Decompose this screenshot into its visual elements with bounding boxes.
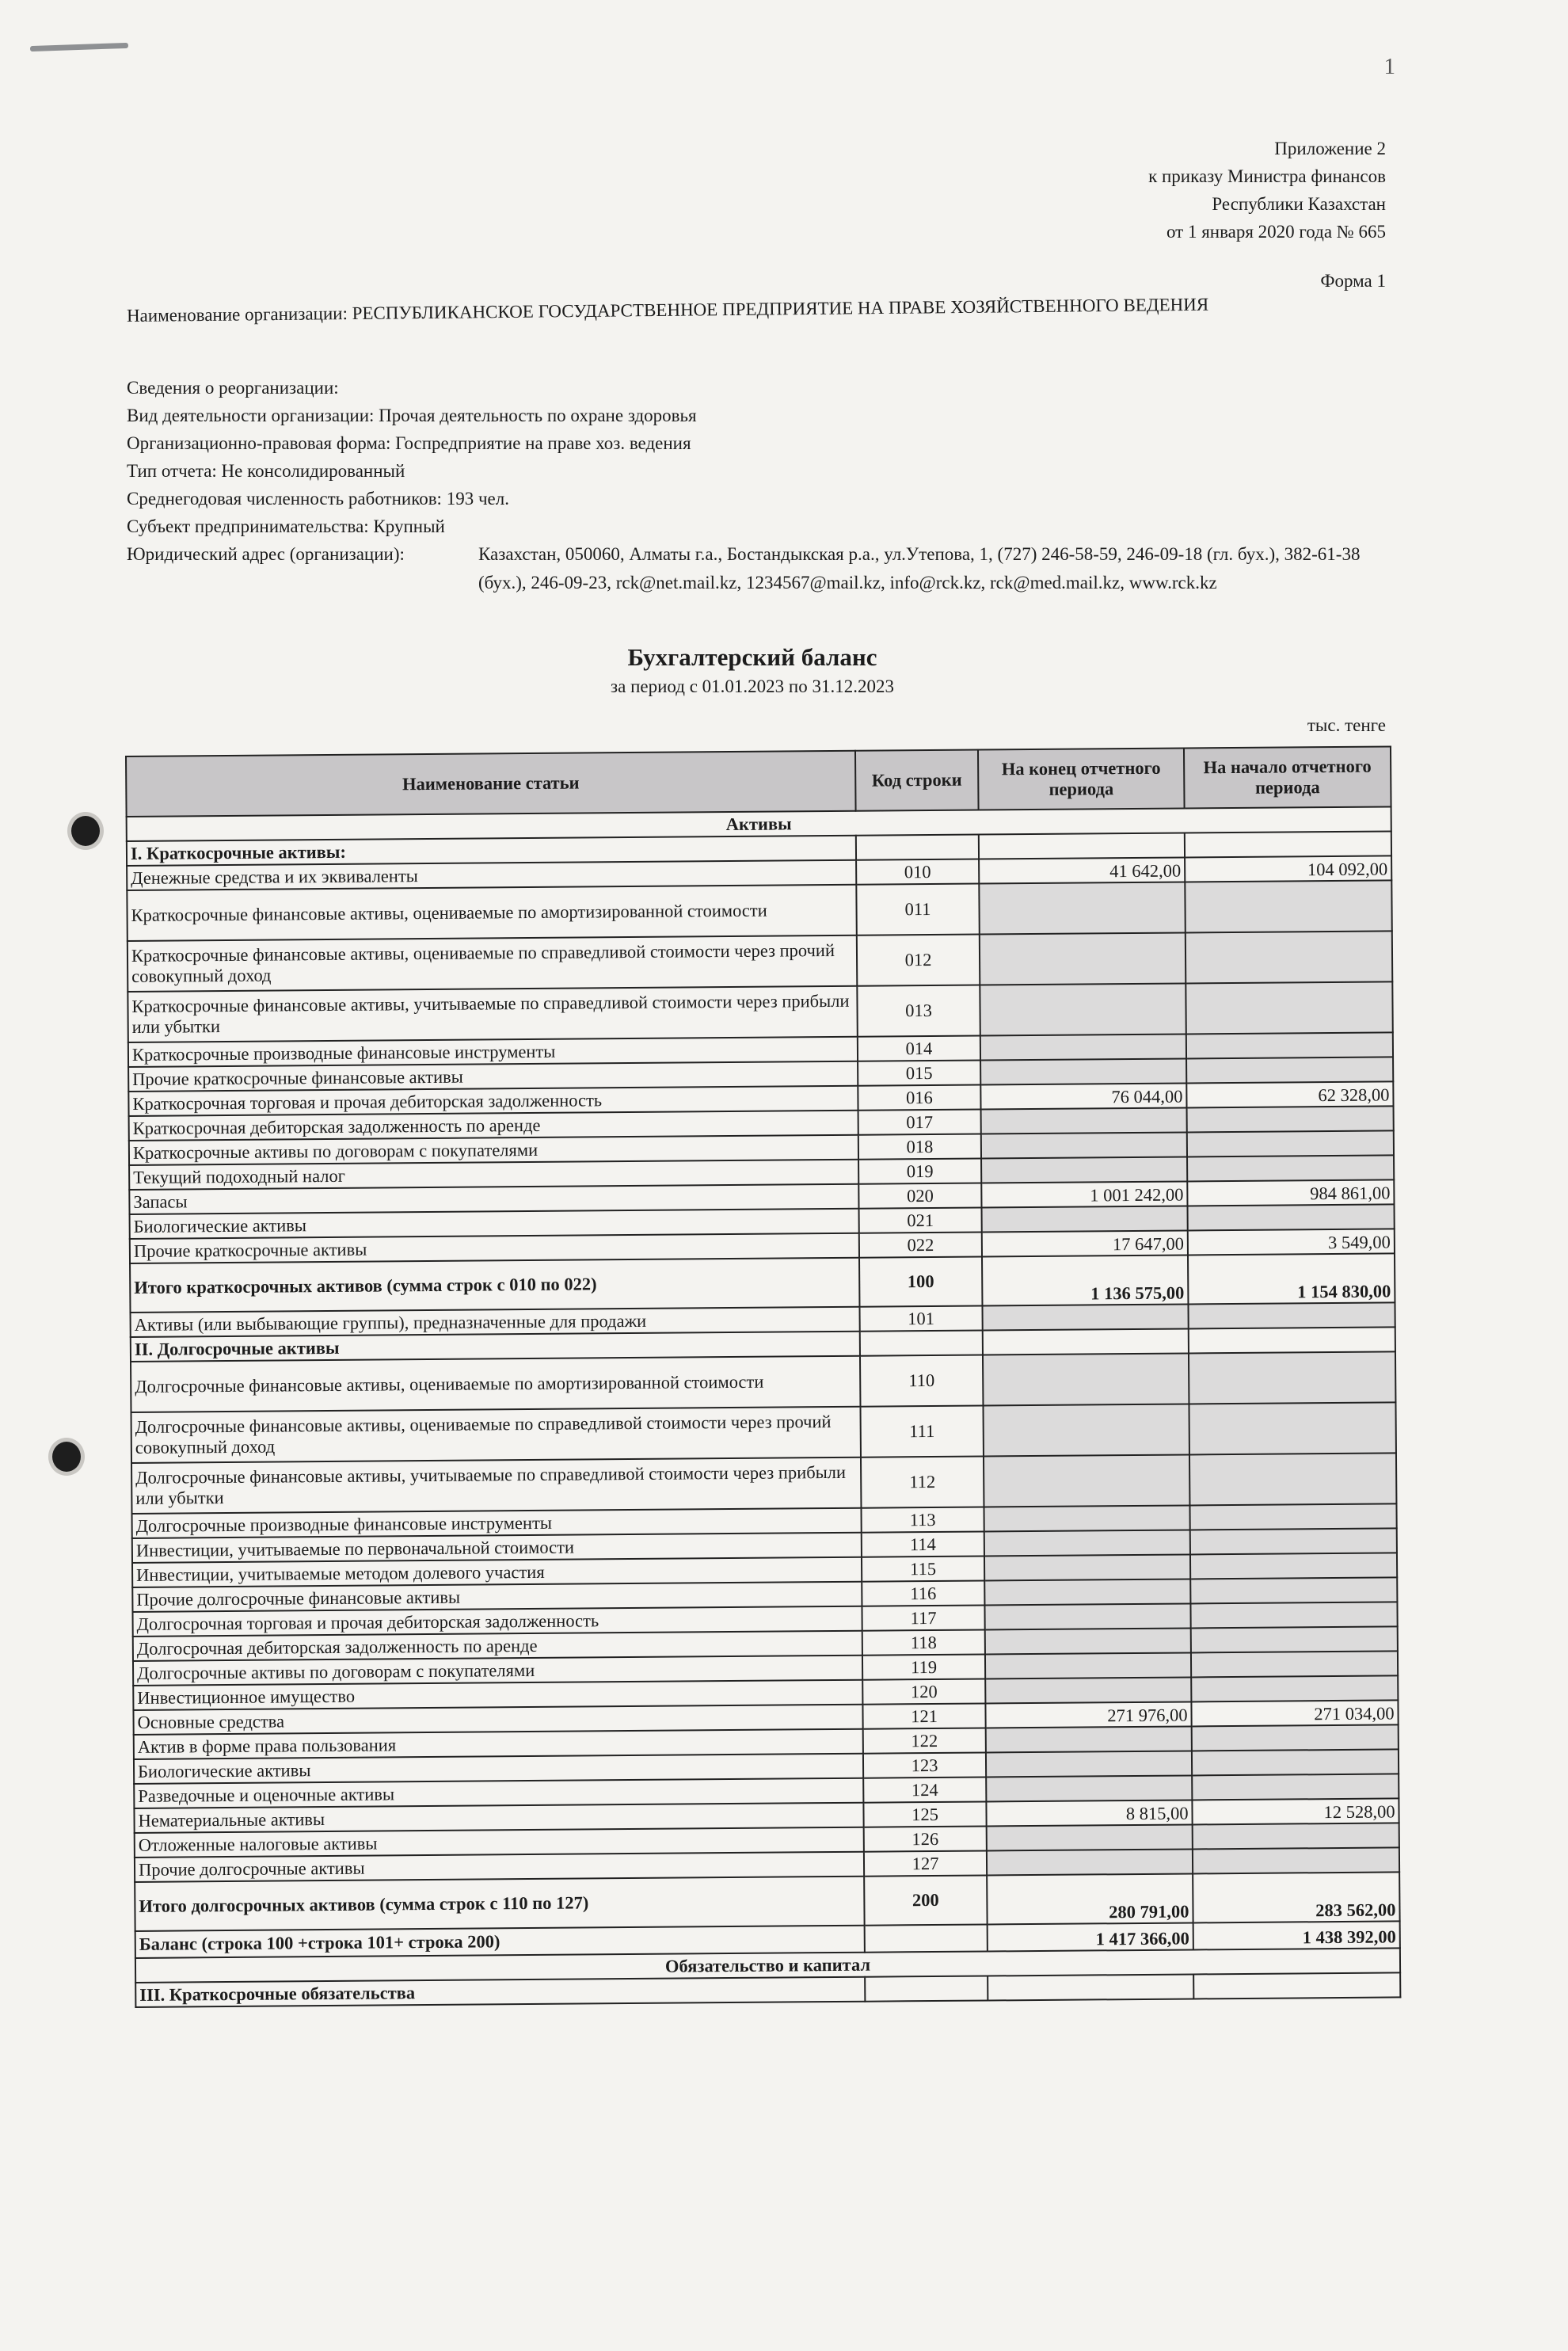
period-end-cell (980, 1034, 1186, 1060)
line-code-cell: 022 (859, 1233, 982, 1258)
period-start-cell: 271 034,00 (1191, 1700, 1398, 1726)
line-code-cell: 125 (863, 1802, 986, 1827)
section-heading: Активы (127, 806, 1391, 841)
line-code-cell: 100 (859, 1257, 982, 1307)
row-item-name: Разведочные и оценочные активы (134, 1778, 863, 1808)
period-end-cell: 41 642,00 (979, 857, 1185, 883)
row-item-name: Долгосрочные финансовые активы, оцениваемые по справедливой стоимости через прочий совокупный доход (131, 1407, 861, 1463)
line-code-cell (856, 835, 979, 860)
row-item-name: Краткосрочные активы по договорам с покупателями (129, 1135, 858, 1165)
period-start-cell (1188, 1302, 1395, 1328)
row-item-name: Нематериальные активы (134, 1803, 863, 1833)
period-start-cell (1186, 1032, 1393, 1058)
period-end-cell (985, 1652, 1191, 1678)
period-end-cell (983, 1328, 1189, 1355)
row-item-name: Баланс (строка 100 +строка 101+ строка 200) (135, 1926, 865, 1958)
row-item-name: Долгосрочные финансовые активы, оцениваемые по амортизированной стоимости (131, 1356, 860, 1412)
period-start-cell (1189, 1453, 1396, 1505)
period-start-cell (1189, 1327, 1395, 1353)
line-code-cell: 019 (858, 1159, 981, 1184)
period-end-cell (981, 1107, 1187, 1134)
legal-form: Организационно-правовая форма: Госпредприятие на праве хоз. ведения (127, 433, 691, 453)
row-item-name: Итого долгосрочных активов (сумма строк с 110 по 127) (135, 1877, 864, 1931)
approval-line: от 1 января 2020 года № 665 (1166, 222, 1386, 242)
period-end-cell (981, 1132, 1187, 1158)
line-code-cell: 112 (861, 1457, 984, 1508)
row-item-name: Долгосрочная торговая и прочая дебиторская задолженность (132, 1606, 862, 1637)
line-code-cell: 010 (856, 859, 979, 885)
line-code-cell: 116 (862, 1581, 984, 1606)
period-start-cell (1185, 880, 1391, 932)
organization-name: Наименование организации: РЕСПУБЛИКАНСКОЕ ГОСУДАРСТВЕННОЕ ПРЕДПРИЯТИЕ НА ПРАВЕ ХОЗЯЙСТВЕННОГО ВЕДЕНИЯ (126, 294, 1209, 326)
row-item-name: Долгосрочные производные финансовые инструменты (132, 1508, 862, 1538)
period-start-cell (1191, 1626, 1398, 1652)
row-item-name: Активы (или выбывающие группы), предназначенные для продажи (131, 1307, 860, 1337)
period-end-cell: 17 647,00 (982, 1230, 1188, 1256)
period-end-cell (979, 833, 1185, 859)
header-period-start: На начало отчетного периода (1184, 746, 1391, 808)
line-code-cell: 121 (862, 1704, 985, 1729)
period-end-cell (980, 932, 1186, 985)
activity-type: Вид деятельности организации: Прочая деятельность по охране здоровья (127, 406, 697, 425)
period-start-cell (1193, 1847, 1399, 1873)
row-item-name: Прочие долгосрочные финансовые активы (132, 1582, 862, 1612)
row-item-name: Краткосрочная дебиторская задолженность по аренде (129, 1111, 858, 1141)
line-code-cell: 110 (860, 1355, 983, 1407)
line-code-cell: 015 (858, 1061, 980, 1086)
period-end-cell (986, 1726, 1192, 1752)
row-item-name: Краткосрочная торговая и прочая дебиторская задолженность (128, 1086, 858, 1116)
row-item-name: Инвестиционное имущество (133, 1680, 862, 1710)
period-start-cell: 12 528,00 (1192, 1798, 1399, 1824)
period-end-cell: 8 815,00 (986, 1800, 1192, 1826)
line-code-cell: 126 (864, 1826, 987, 1851)
line-code-cell: 123 (863, 1753, 986, 1778)
period-start-cell (1192, 1774, 1399, 1800)
line-code-cell: 124 (863, 1778, 986, 1803)
period-end-cell (984, 1579, 1190, 1605)
period-end-cell (987, 1824, 1193, 1850)
row-item-name: Долгосрочные финансовые активы, учитываемые по справедливой стоимости через прибыли или убытки (131, 1457, 861, 1514)
business-entity: Субъект предпринимательства: Крупный (127, 516, 445, 536)
period-start-cell (1189, 1402, 1395, 1454)
row-item-name: Инвестиции, учитываемые методом долевого участия (132, 1557, 862, 1587)
period-start-cell (1191, 1651, 1398, 1677)
punch-hole (52, 1442, 81, 1472)
reorganization-info: Сведения о реорганизации: (127, 378, 339, 398)
address-value: Казахстан, 050060, Алматы г.а., Бостандыкская р.а., ул.Утепова, 1, (727) 246-58-59, 246-09-18 (гл. бух.), 382-61-38 (бух.), 246-09-23, rck@net.mail.kz, 1234567@mail.kz, info@rck.kz, rck@med.mail.kz, www.rck.kz (478, 544, 1361, 593)
period-start-cell (1192, 1749, 1399, 1775)
line-code-cell (865, 1924, 988, 1952)
period-end-cell (986, 1751, 1192, 1777)
approval-line: Приложение 2 (1274, 139, 1386, 158)
period-end-cell: 1 001 242,00 (981, 1181, 1187, 1207)
period-end-cell: 1 417 366,00 (988, 1922, 1193, 1951)
line-code-cell (865, 1976, 988, 2001)
line-code-cell: 012 (857, 935, 980, 986)
period-start-cell (1189, 1351, 1395, 1404)
period-end-cell (984, 1505, 1189, 1531)
line-code-cell: 119 (862, 1655, 985, 1680)
report-period: за период с 01.01.2023 по 31.12.2023 (611, 676, 894, 696)
line-code-cell: 117 (862, 1606, 984, 1631)
period-start-cell (1190, 1553, 1397, 1579)
line-code-cell: 115 (862, 1557, 984, 1582)
row-item-name: Краткосрочные финансовые активы, учитываемые по справедливой стоимости через прибыли или убытки (127, 986, 857, 1042)
line-code-cell: 113 (861, 1507, 984, 1533)
line-code-cell: 020 (858, 1183, 981, 1209)
period-start-cell (1187, 1130, 1394, 1156)
line-code-cell: 101 (859, 1306, 982, 1332)
row-item-name: Инвестиции, учитываемые по первоначальной стоимости (132, 1533, 862, 1563)
period-start-cell (1193, 1972, 1400, 1999)
line-code-cell: 018 (858, 1134, 981, 1160)
period-end-cell (987, 1849, 1193, 1875)
row-item-name: Запасы (129, 1184, 858, 1214)
period-start-cell: 984 861,00 (1187, 1179, 1394, 1206)
table-header-row (126, 746, 1391, 817)
row-item-name: Долгосрочная дебиторская задолженность по аренде (133, 1631, 862, 1661)
row-item-name: Отложенные налоговые активы (135, 1827, 864, 1858)
period-end-cell: 1 136 575,00 (982, 1255, 1188, 1305)
period-start-cell (1190, 1528, 1397, 1554)
period-end-cell (980, 1058, 1186, 1084)
period-start-cell (1188, 1204, 1395, 1230)
period-end-cell (984, 1603, 1190, 1629)
line-code-cell: 013 (857, 985, 980, 1037)
period-start-cell (1186, 981, 1392, 1034)
period-start-cell (1186, 1057, 1393, 1083)
period-end-cell: 271 976,00 (985, 1701, 1191, 1728)
row-item-name: Прочие долгосрочные активы (135, 1852, 864, 1882)
row-item-name: Долгосрочные активы по договорам с покупателями (133, 1656, 862, 1686)
period-end-cell (980, 983, 1186, 1035)
subsection-heading: III. Краткосрочные обязательства (135, 1977, 865, 2007)
row-item-name: Биологические активы (130, 1209, 859, 1239)
row-item-name: Прочие краткосрочные финансовые активы (128, 1061, 858, 1092)
row-item-name: Биологические активы (134, 1754, 863, 1784)
approval-block (1148, 135, 1386, 246)
line-code-cell: 017 (858, 1110, 981, 1135)
line-code-cell: 120 (862, 1679, 985, 1705)
period-start-cell (1190, 1577, 1397, 1603)
period-start-cell (1187, 1155, 1394, 1181)
page-number: 1 (1383, 54, 1395, 79)
address-label: Юридический адрес (организации): (127, 544, 405, 564)
line-code-cell: 011 (856, 884, 979, 935)
period-start-cell: 1 154 830,00 (1188, 1253, 1395, 1304)
period-end-cell (983, 1404, 1189, 1456)
row-item-name: Актив в форме права пользования (134, 1729, 863, 1759)
row-item-name: Прочие краткосрочные активы (130, 1233, 859, 1263)
period-start-cell (1185, 831, 1391, 857)
period-start-cell (1186, 931, 1392, 983)
period-end-cell (985, 1677, 1191, 1703)
period-end-cell (982, 1206, 1188, 1232)
period-end-cell (979, 882, 1185, 934)
period-start-cell: 1 438 392,00 (1193, 1921, 1400, 1949)
header-period-end: На конец отчетного периода (978, 748, 1185, 810)
header-item-name: Наименование статьи (126, 751, 856, 817)
period-end-cell (981, 1156, 1187, 1183)
period-start-cell: 283 562,00 (1193, 1872, 1399, 1922)
period-end-cell: 280 791,00 (987, 1873, 1193, 1924)
row-item-name: Денежные средства и их эквиваленты (127, 860, 856, 890)
period-end-cell (984, 1454, 1189, 1507)
period-end-cell (983, 1353, 1189, 1405)
headcount: Среднегодовая численность работников: 193 чел. (127, 489, 509, 509)
form-label: Форма 1 (1320, 271, 1386, 291)
line-code-cell: 114 (862, 1532, 984, 1557)
line-code-cell: 118 (862, 1630, 985, 1656)
line-code-cell: 016 (858, 1085, 980, 1111)
row-item-name: Краткосрочные производные финансовые инструменты (128, 1037, 858, 1067)
report-type: Тип отчета: Не консолидированный (127, 461, 405, 481)
line-code-cell: 111 (860, 1406, 983, 1457)
row-item-name: Основные средства (133, 1705, 862, 1735)
punch-hole (71, 816, 100, 846)
period-end-cell (982, 1304, 1188, 1330)
line-code-cell: 021 (859, 1208, 982, 1233)
approval-line: Республики Казахстан (1212, 194, 1386, 214)
period-start-cell: 104 092,00 (1185, 855, 1391, 882)
line-code-cell: 127 (864, 1850, 987, 1876)
row-item-name: Текущий подоходный налог (129, 1160, 858, 1190)
report-title: Бухгалтерский баланс (627, 643, 877, 671)
balance-table (125, 745, 1401, 2008)
period-start-cell (1190, 1602, 1397, 1628)
organization-info (127, 374, 1410, 597)
line-code-cell: 200 (864, 1875, 987, 1925)
approval-line: к приказу Министра финансов (1148, 166, 1386, 186)
period-start-cell (1193, 1823, 1399, 1849)
section-heading: Обязательство и капитал (135, 1948, 1400, 1983)
period-end-cell (984, 1530, 1190, 1556)
period-end-cell (986, 1775, 1192, 1801)
row-item-name: Краткосрочные финансовые активы, оцениваемые по амортизированной стоимости (127, 885, 856, 941)
balance-table-wrapper (125, 745, 1399, 2007)
table-body (127, 806, 1401, 2006)
line-code-cell: 122 (863, 1728, 986, 1754)
line-code-cell: 014 (858, 1036, 980, 1061)
period-start-cell (1192, 1724, 1399, 1751)
row-item-name: Краткосрочные финансовые активы, оцениваемые по справедливой стоимости через прочий совокупный доход (127, 935, 857, 992)
subsection-heading: I. Краткосрочные активы: (127, 836, 856, 866)
staple (30, 43, 128, 51)
period-end-cell (984, 1554, 1190, 1580)
row-item-name: Итого краткосрочных активов (сумма строк с 010 по 022) (130, 1258, 859, 1313)
period-end-cell: 76 044,00 (980, 1083, 1186, 1109)
header-line-code: Код строки (855, 750, 979, 811)
period-start-cell (1191, 1675, 1398, 1701)
period-start-cell: 3 549,00 (1188, 1229, 1395, 1255)
period-end-cell (988, 1974, 1193, 2000)
period-end-cell (985, 1628, 1191, 1654)
period-start-cell (1187, 1106, 1394, 1132)
period-start-cell: 62 328,00 (1186, 1081, 1393, 1107)
period-start-cell (1189, 1503, 1396, 1530)
line-code-cell (860, 1331, 983, 1356)
currency-unit: тыс. тенге (1307, 715, 1386, 735)
subsection-heading: II. Долгосрочные активы (131, 1332, 860, 1362)
legal-address (127, 540, 1410, 597)
